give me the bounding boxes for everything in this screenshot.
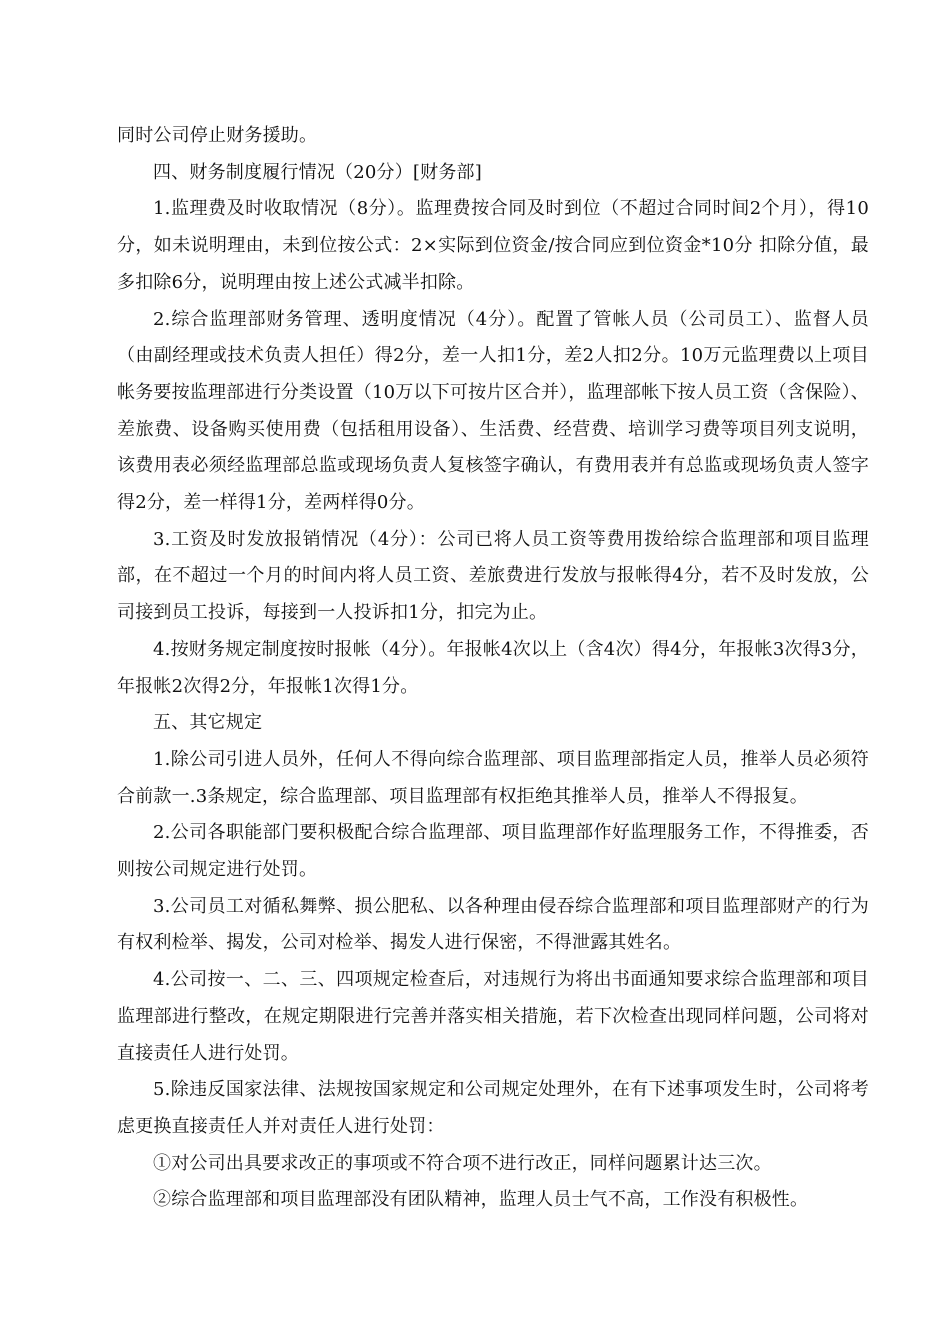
paragraph-item-2: 2.综合监理部财务管理、透明度情况（4分）。配置了管帐人员（公司员工）、监督人员（由副经理或技术负责人担任）得2分，差一人扣1分，差2人扣2分。10万元监理费以上项目帐务要按监理部进行分类设置（10万以下可按片区合并），监理部帐下按人员工资（含保险）、差旅费、设备购买使用费（包括租用设备）、生活费、经营费、培训学习费等项目列支说明，该费用表必须经监理部总监或现场负责人复核签字确认，有费用表并有总监或现场负责人签字得2分，差一样得1分，差两样得0分。 bbox=[117, 308, 869, 514]
list-item-circled-1: ①对公司出具要求改正的事项或不符合项不进行改正，同样问题累计达三次。 bbox=[153, 1152, 772, 1174]
paragraph-rule-4: 4.公司按一、二、三、四项规定检查后，对违规行为将出书面通知要求综合监理部和项目监理部进行整改，在规定期限进行完善并落实相关措施，若下次检查出现同样问题，公司将对直接责任人进行处罚。 bbox=[117, 969, 869, 1064]
paragraph-rule-5: 5.除违反国家法律、法规按国家规定和公司规定处理外，在有下述事项发生时，公司将考虑更换直接责任人并对责任人进行处罚： bbox=[117, 1079, 869, 1137]
paragraph-rule-3: 3.公司员工对循私舞弊、损公肥私、以各种理由侵吞综合监理部和项目监理部财产的行为有权利检举、揭发，公司对检举、揭发人进行保密，不得泄露其姓名。 bbox=[117, 895, 869, 954]
section-heading-other: 五、其它规定 bbox=[153, 712, 263, 734]
paragraph-rule-1: 1.除公司引进人员外，任何人不得向综合监理部、项目监理部指定人员，推举人员必须符合前款一.3条规定，综合监理部、项目监理部有权拒绝其推举人员，推举人不得报复。 bbox=[117, 748, 869, 807]
paragraph-item-1: 1.监理费及时收取情况（8分）。监理费按合同及时到位（不超过合同时间2个月），得10分，如未说明理由，未到位按公式：2×实际到位资金/按合同应到位资金*10分 扣除分值，最多扣除6分，说明理由按上述公式减半扣除。 bbox=[117, 198, 869, 293]
list-item-circled-2: ②综合监理部和项目监理部没有团队精神，监理人员士气不高，工作没有积极性。 bbox=[153, 1189, 809, 1211]
paragraph-rule-2: 2.公司各职能部门要积极配合综合监理部、项目监理部作好监理服务工作，不得推委，否则按公司规定进行处罚。 bbox=[117, 822, 869, 881]
paragraph-item-4: 4.按财务规定制度按时报帐（4分）。年报帐4次以上（含4次）得4分，年报帐3次得3分，年报帐2次得2分，年报帐1次得1分。 bbox=[117, 638, 869, 697]
document-body bbox=[117, 118, 869, 1219]
section-heading-financial: 四、财务制度履行情况（20分）[财务部] bbox=[153, 161, 482, 183]
paragraph-continuation: 同时公司停止财务援助。 bbox=[117, 125, 318, 146]
paragraph-item-3: 3.工资及时发放报销情况（4分）：公司已将人员工资等费用拨给综合监理部和项目监理部，在不超过一个月的时间内将人员工资、差旅费进行发放与报帐得4分，若不及时发放，公司接到员工投诉，每接到一人投诉扣1分，扣完为止。 bbox=[117, 528, 869, 624]
